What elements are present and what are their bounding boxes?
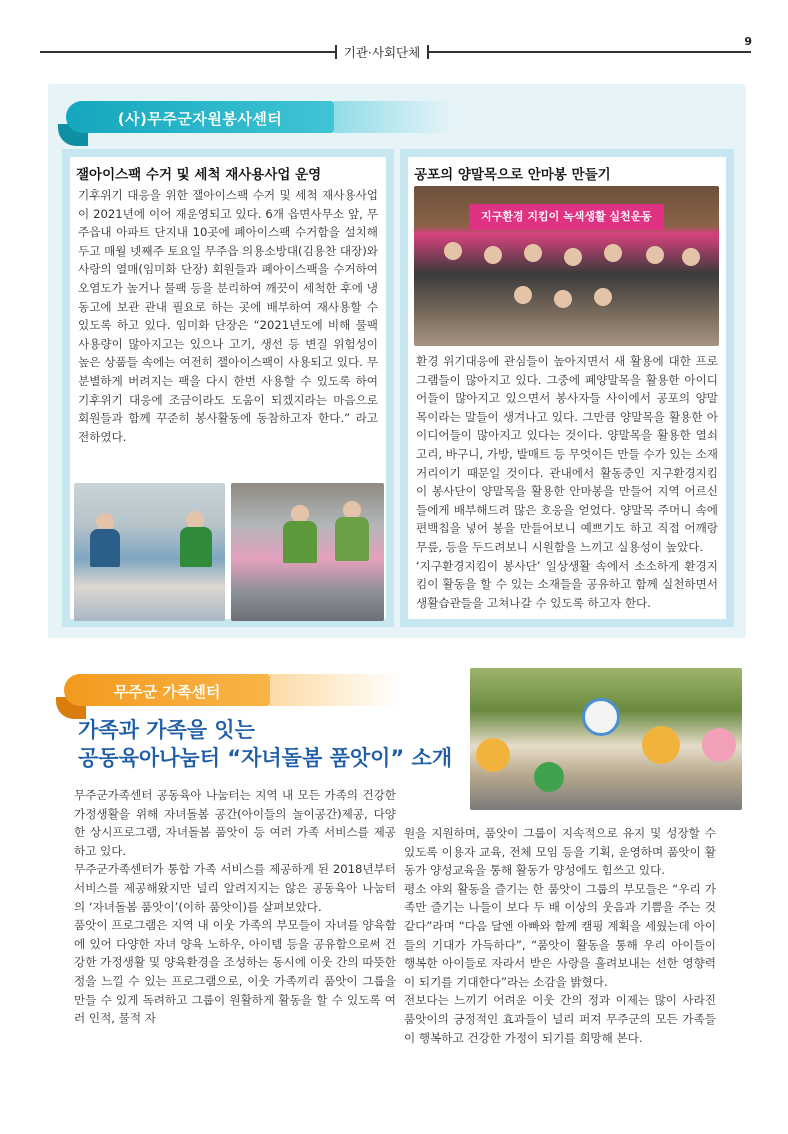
photo-character — [476, 738, 510, 772]
header-section-title: 기관·사회단체 — [343, 45, 421, 60]
header-rule-right — [429, 51, 751, 53]
article-title: 잴아이스팩 수거 및 세척 재사용사업 운영 — [76, 167, 322, 183]
article-card-icepack — [62, 149, 394, 627]
family-center-section — [48, 652, 746, 1092]
photo-figure — [335, 517, 369, 561]
photo-character — [642, 726, 680, 764]
article-card-sockloop — [400, 149, 734, 627]
photo-person — [514, 286, 532, 304]
page-header — [40, 36, 750, 66]
article-paragraph: 무주군가족센터 공동육아 나눔터는 지역 내 모든 가족의 건강한 가정생활을 위해 자녀돌봄 공간(아이들의 놀이공간)제공, 다양한 상시프로그램, 자녀돌봄 품앗이 등 여러 가족 서비스를 제공하고 있다. — [74, 788, 396, 858]
photo-person — [484, 246, 502, 264]
section-banner-label: 무주군 가족센터 — [113, 683, 221, 701]
article-body — [416, 352, 718, 612]
article-title: 공포의 양말목으로 안마봉 만들기 — [414, 167, 611, 183]
article-paragraph: 환경 위기대응에 관심들이 높아지면서 새 활용에 대한 프로그램들이 많아지고 있다. 그중에 폐양말목을 활용한 아이디어들이 많아지고 있으면서 봉사자들 사이에서 공포의 양말목이라는 말들이 생겨나고 있다. 그만큼 양말목을 활용한 아이디어들이 많아지고 있다는 것이다. 양말목을 활용한 열쇠고리, 바구니, 가방, 발매트 등 무엇이든 만들 수가 있는 소재거리이기 때문일 것이다. 관내에서 활동중인 지구환경지킴이 봉사단이 양말목을 활용한 안마봉을 만들어 지역 어르신들에게 배부해드려 많은 호응을 얻었다. 양말목 주머니 속에 편백칩을 넣어 봉을 만들어보니 예쁘기도 하고 직접 어깨랑 무릎, 등을 두드려보니 시원함을 느끼고 실용성이 높았다. — [416, 354, 718, 554]
section-banner-label: (사)무주군자원봉사센터 — [117, 110, 283, 128]
article-column-left — [74, 786, 396, 1028]
photo-row — [74, 483, 384, 621]
photo-figure — [283, 521, 317, 563]
photo-person — [682, 248, 700, 266]
article-headline — [78, 716, 452, 772]
photo-person — [554, 290, 572, 308]
icepack-washing-photo — [231, 483, 384, 621]
header-rule-left — [40, 51, 335, 53]
banner-fade — [334, 101, 454, 133]
sockloop-group-photo — [414, 186, 719, 346]
article-paragraph: 품앗이 프로그램은 지역 내 이웃 가족의 부모들이 자녀를 양육함에 있어 다양한 자녀 양육 노하우, 아이템 등을 공유함으로써 건강한 가정생활 및 양육환경을 조성하는 동시에 이웃 간의 따뜻한 정을 느낄 수 있는 프로그램으로, 이웃 가족끼리 품앗이 그룹을 만들 수 있게 독려하고 그룹이 원활하게 활동을 할 수 있도록 여러 인적, 물적 자 — [74, 918, 396, 1026]
photo-figure — [90, 529, 120, 567]
photo-character — [582, 698, 620, 736]
photo-event-banner-text: 지구환경 지킴이 녹색생활 실천운동 — [481, 210, 652, 223]
banner-fade — [270, 674, 400, 706]
photo-person — [604, 244, 622, 262]
article-paragraph: 원을 지원하며, 품앗이 그룹이 지속적으로 유지 및 성장할 수 있도록 이용자 교육, 전체 모임 등을 기획, 운영하며 품앗이 활동가 양성교육을 통해 활동가 양성에도 힘쓰고 있다. — [404, 826, 716, 878]
photo-character — [702, 728, 736, 762]
article-paragraph: 무주군가족센터가 통합 가족 서비스를 제공하게 된 2018년부터 서비스를 제공해왔지만 널리 알려지지는 않은 공동육아 나눔터의 ‘자녀돌봄 품앗이’(이하 품앗이)를 살펴보았다. — [74, 862, 396, 914]
family-outing-photo — [470, 668, 742, 810]
article-paragraph: 전보다는 느끼기 어려운 이웃 간의 정과 이제는 많이 사라진 품앗이의 긍정적인 효과들이 널리 퍼져 무주군의 모든 가족들이 행복하고 건강한 가정이 되기를 희망해 본다. — [404, 993, 716, 1045]
volunteer-center-section — [48, 84, 746, 638]
section-banner — [66, 101, 334, 133]
article-body — [78, 186, 378, 446]
article-paragraph: ‘지구환경지킴이 봉사단’ 일상생활 속에서 소소하게 환경지킴이 활동을 할 수 있는 소재들을 공유하고 함께 실천하면서 생활습관들을 고쳐나갈 수 있도록 하고자 한다. — [416, 558, 718, 610]
section-banner — [64, 674, 270, 706]
photo-event-banner — [469, 204, 664, 230]
photo-person — [444, 242, 462, 260]
icepack-collection-photo — [74, 483, 225, 621]
article-paragraph: 기후위기 대응을 위한 잴아이스팩 수거 및 세척 재사용사업이 2021년에 이어 재운영되고 있다. 6개 읍면사무소 앞, 무주읍내 아파트 단지내 10곳에 폐아이스팩 수거함을 설치해두고 매월 넷째주 토요일 무주읍 의용소방대(김용찬 대장)와 사랑의 열매(임미화 단장) 회원들과 폐아이스팩을 수거하여 오염도가 높거나 물팩 등을 분리하여 깨끗이 세척한 후에 냉동고에 보관 관내 필요로 하는 곳에 배부하여 재사용할 수 있도록 하고 있다. 임미화 단장은 “2021년도에 비해 물팩 사용량이 많아지고는 있으나 고기, 생선 등 변질 위험성이 높은 상품들 속에는 여전히 잴아이스팩이 사용되고 있다. 무분별하게 버려지는 팩을 다시 한번 사용할 수 있도록 하여 기후위기 대응에 조금이라도 도움이 되겠지라는 마음으로 회원들과 함께 꾸준히 봉사활동에 동참하고자 한다.” 라고 전하였다. — [78, 188, 378, 444]
article-column-right — [404, 824, 716, 1047]
photo-person — [594, 288, 612, 306]
article-paragraph: 평소 야외 활동을 즐기는 한 품앗이 그룹의 부모들은 “우리 가족만 즐기는 나들이 보다 두 배 이상의 웃음과 기쁨을 주는 것 같다”라며 “다음 달엔 아빠와 함께 캠핑 계획을 세웠는데 아이들의 기대가 가득하다”, “품앗이 활동을 통해 우리 아이들이 행복한 아이들로 자라서 받은 사랑을 흘려보내는 선한 영향력이 되기를 기대한다”라는 소감을 밝혔다. — [404, 881, 716, 989]
photo-figure — [180, 527, 212, 567]
photo-person — [524, 244, 542, 262]
headline-line: 가족과 가족을 잇는 — [78, 718, 255, 742]
photo-person — [564, 248, 582, 266]
photo-character — [534, 762, 564, 792]
page-number: 9 — [744, 35, 752, 48]
headline-line: 공동육아나눔터 “자녀돌봄 품앗이” 소개 — [78, 746, 453, 770]
header-tick — [335, 45, 337, 59]
photo-person — [646, 246, 664, 264]
